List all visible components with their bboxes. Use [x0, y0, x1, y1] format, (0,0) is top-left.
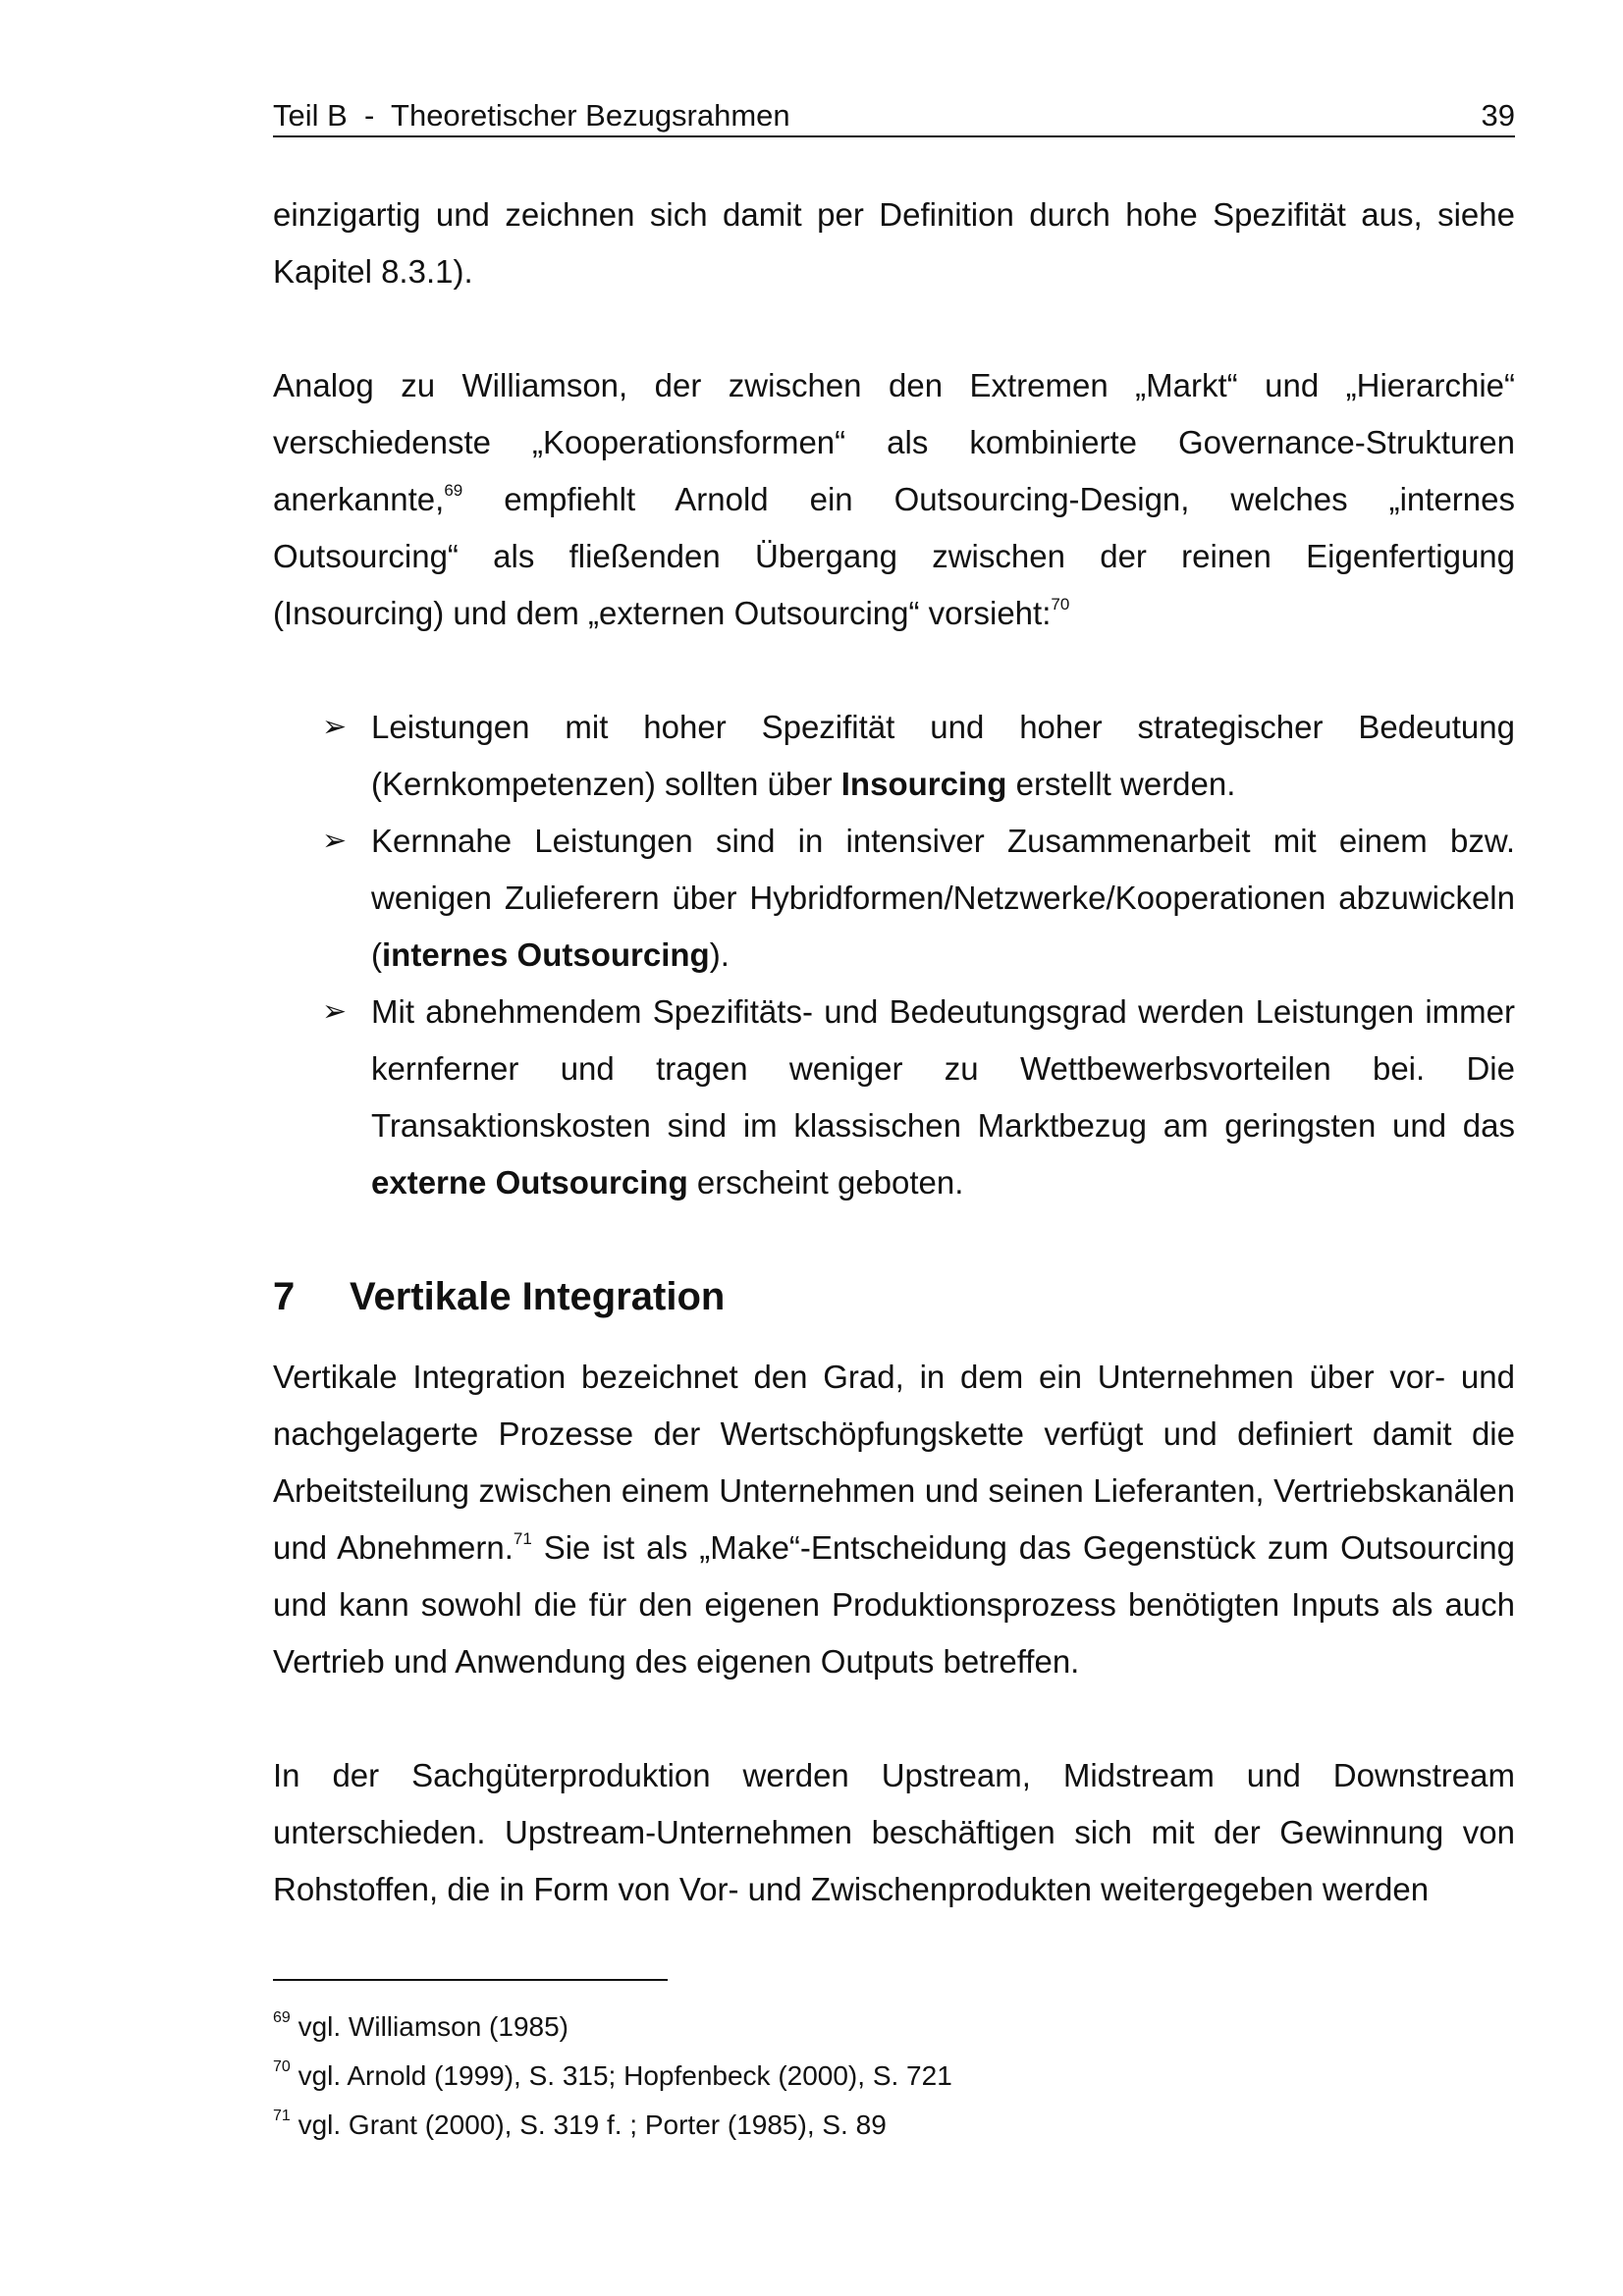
paragraph-sachgueter: In der Sachgüterproduktion werden Upstream, Midstream und Downstream unterschieden. Upstream-Unternehmen beschäftigen sich mit der Gewinnung von Rohstoffen, die in Form von Vor- und Zwischenprodukten weitergegeben werden [273, 1757, 1515, 1907]
arrow-bullet-icon: ➢ [322, 711, 348, 743]
list-item: ➢ Leistungen mit hoher Spezifität und hoher strategischer Bedeutung (Kernkompetenzen) sollten über Insourcing erstellt werden. [273, 699, 1515, 813]
page-number: 39 [1481, 98, 1515, 133]
arrow-bullet-icon: ➢ [322, 995, 348, 1028]
list-item: ➢ Mit abnehmendem Spezifitäts- und Bedeutungsgrad werden Leistungen immer kernferner und tragen weniger zu Wettbewerbsvorteilen bei. Die Transaktionskosten sind im klassischen Marktbezug am geringsten und das externe Outsourcing erscheint geboten. [273, 984, 1515, 1211]
section-title: Vertikale Integration [350, 1275, 726, 1318]
footnote: $^{70}$ vgl. Arnold (1999), S. 315; Hopfenbeck (2000), S. 721 [273, 2058, 952, 2091]
footnote-ref-71: 71 [513, 1529, 532, 1548]
paragraph-outsourcing-design: Analog zu Williamson, der zwischen den Extremen „Markt“ und „Hierarchie“ verschiedenste „Kooperationsformen“ als kombinierte Governance-Strukturen anerkannte,$^{69}$ empfiehlt Arnold ein Outsourcing-Design, welches „internes Outsourcing“ als fließenden Übergang zwischen der reinen Eigenfertigung (Insourcing) und dem „externen Outsourcing“ vorsieht:$^{70}$ [273, 367, 1515, 631]
header-title: Teil B - Theoretischer Bezugsrahmen [273, 98, 790, 133]
section-heading [273, 1268, 1515, 1325]
section-number: 7 [273, 1275, 296, 1318]
footnote: $^{69}$ vgl. Williamson (1985) [273, 2009, 568, 2042]
bullet-list [273, 699, 1515, 1211]
footnote: $^{71}$ vgl. Grant (2000), S. 319 f. ; Porter (1985), S. 89 [273, 2108, 887, 2140]
paragraph-continuation: einzigartig und zeichnen sich damit per Definition durch hohe Spezifität aus, siehe Kapitel 8.3.1). [273, 196, 1515, 290]
arrow-bullet-icon: ➢ [322, 825, 348, 857]
footnote-ref-69: 69 [444, 481, 463, 500]
footnote-ref-70: 70 [1051, 595, 1070, 614]
paragraph-vertical-integration: Vertikale Integration bezeichnet den Grad, in dem ein Unternehmen über vor- und nachgelagerte Prozesse der Wertschöpfungskette verfügt und definiert damit die Arbeitsteilung zwischen einem Unternehmen und seinen Lieferanten, Vertriebskanälen und Abnehmern.$^{71}$ Sie ist als „Make“-Entscheidung das Gegenstück zum Outsourcing und kann sowohl die für den eigenen Produktionsprozess benötigten Inputs als auch Vertrieb und Anwendung des eigenen Outputs betreffen. [273, 1359, 1515, 1680]
running-header [273, 96, 1515, 137]
footnotes [273, 2002, 1515, 2150]
list-item: ➢ Kernnahe Leistungen sind in intensiver Zusammenarbeit mit einem bzw. wenigen Zulieferern über Hybridformen/Netzwerke/Kooperationen abzuwickeln (internes Outsourcing). [273, 813, 1515, 984]
body-text [273, 187, 1515, 1918]
footnote-divider [273, 1979, 668, 1981]
